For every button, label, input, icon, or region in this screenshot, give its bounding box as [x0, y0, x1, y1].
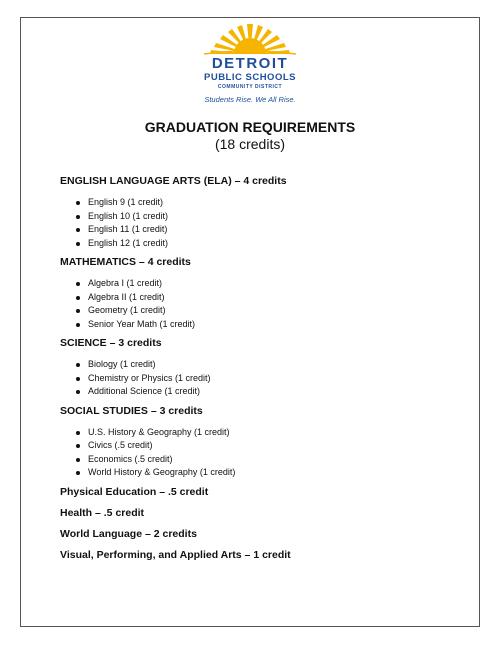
bullet-icon: [76, 215, 80, 219]
bullet-icon: [76, 201, 80, 205]
list-item-label: Algebra II (1 credit): [88, 291, 165, 302]
list-item: [60, 426, 460, 440]
bullet-icon: [76, 363, 80, 367]
logo-wordmark-district: COMMUNITY DISTRICT: [217, 84, 283, 90]
bullet-icon: [76, 282, 80, 286]
list-item: [60, 385, 460, 399]
section-heading-health: Health – .5 credit: [60, 506, 145, 519]
social-studies-course-list: [60, 426, 460, 480]
list-item-label: Chemistry or Physics (1 credit): [88, 372, 211, 383]
list-item-label: Algebra I (1 credit): [88, 278, 163, 288]
list-item: [60, 372, 460, 386]
list-item-label: English 9 (1 credit): [88, 197, 164, 207]
list-item-label: World History & Geography (1 credit): [88, 467, 236, 477]
list-item-label: Additional Science (1 credit): [88, 386, 201, 396]
section-heading-ela: ENGLISH LANGUAGE ARTS (ELA) – 4 credits: [60, 175, 287, 187]
bullet-icon: [76, 377, 80, 381]
requirements-list: [60, 175, 460, 562]
list-item: [60, 196, 460, 210]
section-heading-science: SCIENCE – 3 credits: [60, 337, 162, 349]
logo-wordmark: DETROIT: [211, 55, 289, 72]
list-item: [60, 358, 460, 372]
bullet-icon: [76, 296, 80, 300]
math-course-list: [60, 277, 460, 331]
section-heading-math: MATHEMATICS – 4 credits: [60, 256, 191, 268]
ela-course-list: [60, 196, 460, 250]
bullet-icon: [76, 242, 80, 246]
list-item-label: English 12 (1 credit): [88, 237, 169, 248]
bullet-icon: [76, 228, 80, 232]
bullet-icon: [76, 390, 80, 394]
list-item-label: English 11 (1 credit): [88, 224, 168, 234]
bullet-icon: [76, 471, 80, 475]
bullet-icon: [76, 309, 80, 313]
list-item: [60, 453, 460, 467]
list-item-label: English 10 (1 credit): [88, 210, 169, 221]
bullet-icon: [76, 323, 80, 327]
bullet-icon: [76, 458, 80, 462]
bullet-icon: [76, 431, 80, 435]
logo-wordmark-sub: PUBLIC SCHOOLS: [204, 72, 296, 83]
section-heading-physical-education: Physical Education – .5 credit: [60, 485, 209, 498]
science-course-list: [60, 358, 460, 399]
list-item: [60, 210, 460, 224]
list-item-label: Senior Year Math (1 credit): [88, 318, 196, 329]
logo-tagline: Students Rise. We All Rise.: [204, 95, 296, 104]
section-heading-arts: Visual, Performing, and Applied Arts – 1 credit: [60, 548, 291, 561]
list-item: [60, 277, 460, 291]
list-item-label: Biology (1 credit): [88, 359, 156, 369]
list-item: [60, 223, 460, 237]
list-item-label: U.S. History & Geography (1 credit): [88, 426, 230, 437]
list-item: [60, 318, 460, 332]
section-heading-social-studies: SOCIAL STUDIES – 3 credits: [60, 404, 203, 417]
list-item: [60, 304, 460, 318]
page-subtitle: (18 credits): [214, 136, 286, 152]
list-item: [60, 291, 460, 305]
section-heading-world-language: World Language – 2 credits: [60, 527, 197, 540]
district-logo: [190, 21, 310, 109]
list-item: [60, 237, 460, 251]
list-item: [60, 439, 460, 453]
list-item-label: Economics (.5 credit): [88, 453, 173, 464]
list-item-label: Geometry (1 credit): [88, 305, 166, 315]
list-item: [60, 466, 460, 480]
page-title: GRADUATION REQUIREMENTS: [144, 119, 356, 135]
bullet-icon: [76, 444, 80, 448]
list-item-label: Civics (.5 credit): [88, 440, 153, 450]
